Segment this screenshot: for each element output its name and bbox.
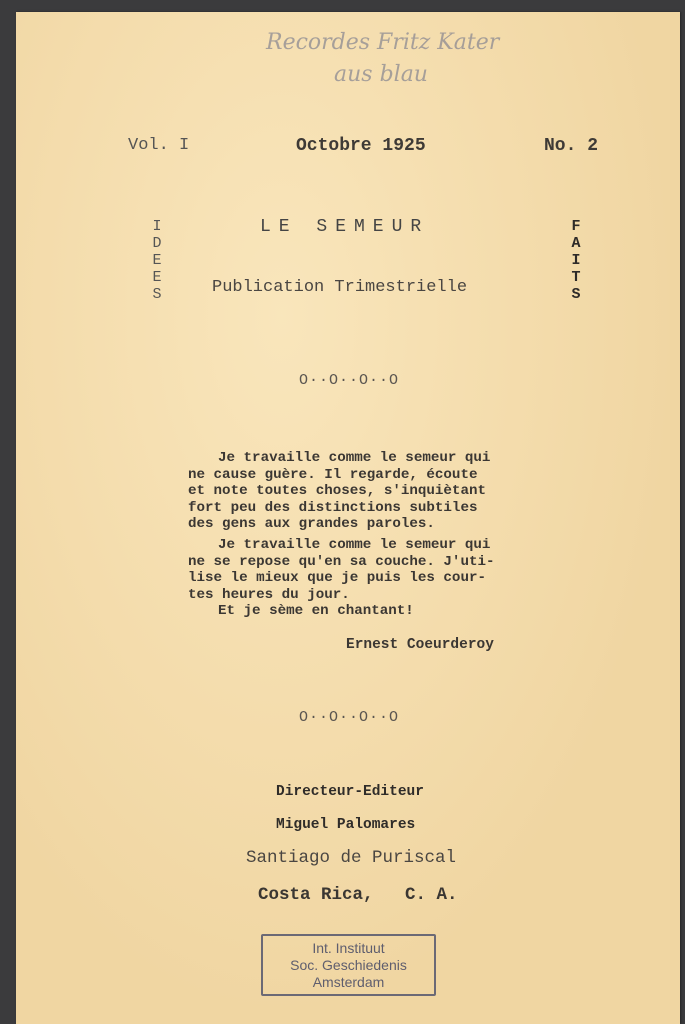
document-page <box>16 12 680 1024</box>
poem-line: Et je sème en chantant! <box>218 603 414 620</box>
poem-line: Je travaille comme le semeur qui <box>218 450 491 466</box>
side-letter: E <box>152 252 162 269</box>
side-letter: D <box>152 235 162 252</box>
poem-line: ne cause guère. Il regarde, écoute <box>188 466 478 483</box>
volume-label: Vol. I <box>128 136 190 155</box>
poem-line: Je travaille comme le semeur qui <box>218 536 491 553</box>
side-letter: E <box>152 269 162 286</box>
side-letter: S <box>152 286 162 303</box>
poem-line: fort peu des distinctions subtiles <box>188 499 478 516</box>
poem-line: tes heures du jour. <box>188 586 350 603</box>
side-letter: I <box>152 218 162 235</box>
issue-date: Octobre 1925 <box>296 136 426 156</box>
ornament-divider-top: O··O··O··O <box>299 372 400 389</box>
stamp-line: Soc. Geschiedenis <box>290 957 407 973</box>
publication-subtitle: Publication Trimestrielle <box>212 278 468 297</box>
side-letter: T <box>571 269 581 286</box>
stamp-line: Int. Instituut <box>312 940 385 956</box>
imprint-role: Directeur-Editeur <box>276 784 424 800</box>
archive-stamp <box>261 934 436 996</box>
poem-line: ne se repose qu'en sa couche. J'uti- <box>188 553 495 570</box>
issue-number: No. 2 <box>544 136 599 156</box>
handwritten-annotation-line2: aus blau <box>334 62 428 87</box>
poem-line: lise le mieux que je puis les cour- <box>188 570 486 587</box>
epigraph-text <box>188 450 568 620</box>
stamp-line: Amsterdam <box>312 974 385 990</box>
side-letter: F <box>571 218 581 235</box>
poem-line: et note toutes choses, s'inquiètant <box>188 483 486 500</box>
ornament-divider-bottom: O··O··O··O <box>299 709 400 726</box>
side-letter: S <box>571 286 581 303</box>
imprint-city: Santiago de Puriscal <box>246 848 457 868</box>
imprint-editor-name: Miguel Palomares <box>276 817 416 833</box>
handwritten-annotation-line1: Recordes Fritz Kater <box>266 30 500 55</box>
publication-title: LE SEMEUR <box>260 217 430 237</box>
side-letter: I <box>571 252 581 269</box>
side-letter: A <box>571 235 581 252</box>
side-text-idees <box>149 218 165 303</box>
epigraph-author: Ernest Coeurderoy <box>346 637 494 653</box>
imprint-country: Costa Rica, C. A. <box>258 885 458 905</box>
side-text-faits <box>568 218 584 303</box>
poem-line: des gens aux grandes paroles. <box>188 516 435 533</box>
